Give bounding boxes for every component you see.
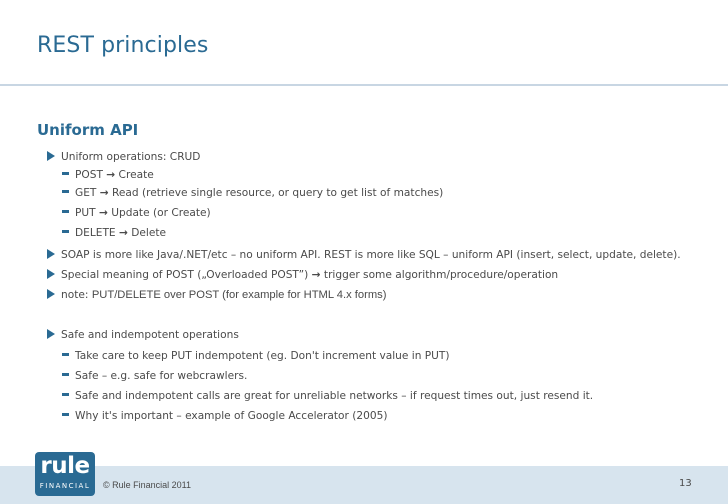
right-arrow-icon: → <box>99 187 109 199</box>
triangle-bullet-icon <box>47 151 55 161</box>
page-number: 13 <box>679 478 692 489</box>
dash-bullet-icon <box>62 393 69 396</box>
bullet-item: note: PUT/DELETE over POST (for example for HTML 4.x forms) <box>47 288 386 302</box>
right-arrow-icon: → <box>311 269 321 281</box>
bullet-item: Special meaning of POST („Overloaded POST”) → trigger some algorithm/procedure/operation <box>47 268 558 282</box>
dash-bullet-icon <box>62 210 69 213</box>
dash-bullet-icon <box>62 373 69 376</box>
dash-bullet-icon <box>62 230 69 233</box>
rule-financial-logo: rule FINANCIAL <box>35 452 95 496</box>
right-arrow-icon: → <box>118 227 128 239</box>
dash-bullet-icon <box>62 172 69 175</box>
sub-bullet-item: POST → Create <box>62 168 154 182</box>
title-divider <box>0 84 728 86</box>
copyright-text: © Rule Financial 2011 <box>103 480 192 490</box>
section-title: Uniform API <box>37 121 139 139</box>
bullet-item: Uniform operations: CRUD <box>47 150 200 164</box>
dash-bullet-icon <box>62 413 69 416</box>
bullet-item: SOAP is more like Java/.NET/etc – no uniform API. REST is more like SQL – uniform API (insert, select, update, delete). <box>47 248 681 262</box>
right-arrow-icon: → <box>106 169 116 181</box>
right-arrow-icon: → <box>98 207 108 219</box>
bullet-item: Safe and indempotent operations <box>47 328 239 342</box>
triangle-bullet-icon <box>47 289 55 299</box>
dash-bullet-icon <box>62 353 69 356</box>
sub-bullet-item: Why it's important – example of Google Accelerator (2005) <box>62 409 387 423</box>
dash-bullet-icon <box>62 190 69 193</box>
triangle-bullet-icon <box>47 269 55 279</box>
sub-bullet-item: Safe – e.g. safe for webcrawlers. <box>62 369 247 383</box>
sub-bullet-item: PUT → Update (or Create) <box>62 206 211 220</box>
slide-title: REST principles <box>37 33 209 58</box>
triangle-bullet-icon <box>47 329 55 339</box>
triangle-bullet-icon <box>47 249 55 259</box>
sub-bullet-item: DELETE → Delete <box>62 226 166 240</box>
sub-bullet-item: Take care to keep PUT indempotent (eg. Don't increment value in PUT) <box>62 349 450 363</box>
sub-bullet-item: GET → Read (retrieve single resource, or query to get list of matches) <box>62 186 443 200</box>
sub-bullet-item: Safe and indempotent calls are great for unreliable networks – if request times out, just resend it. <box>62 389 593 403</box>
